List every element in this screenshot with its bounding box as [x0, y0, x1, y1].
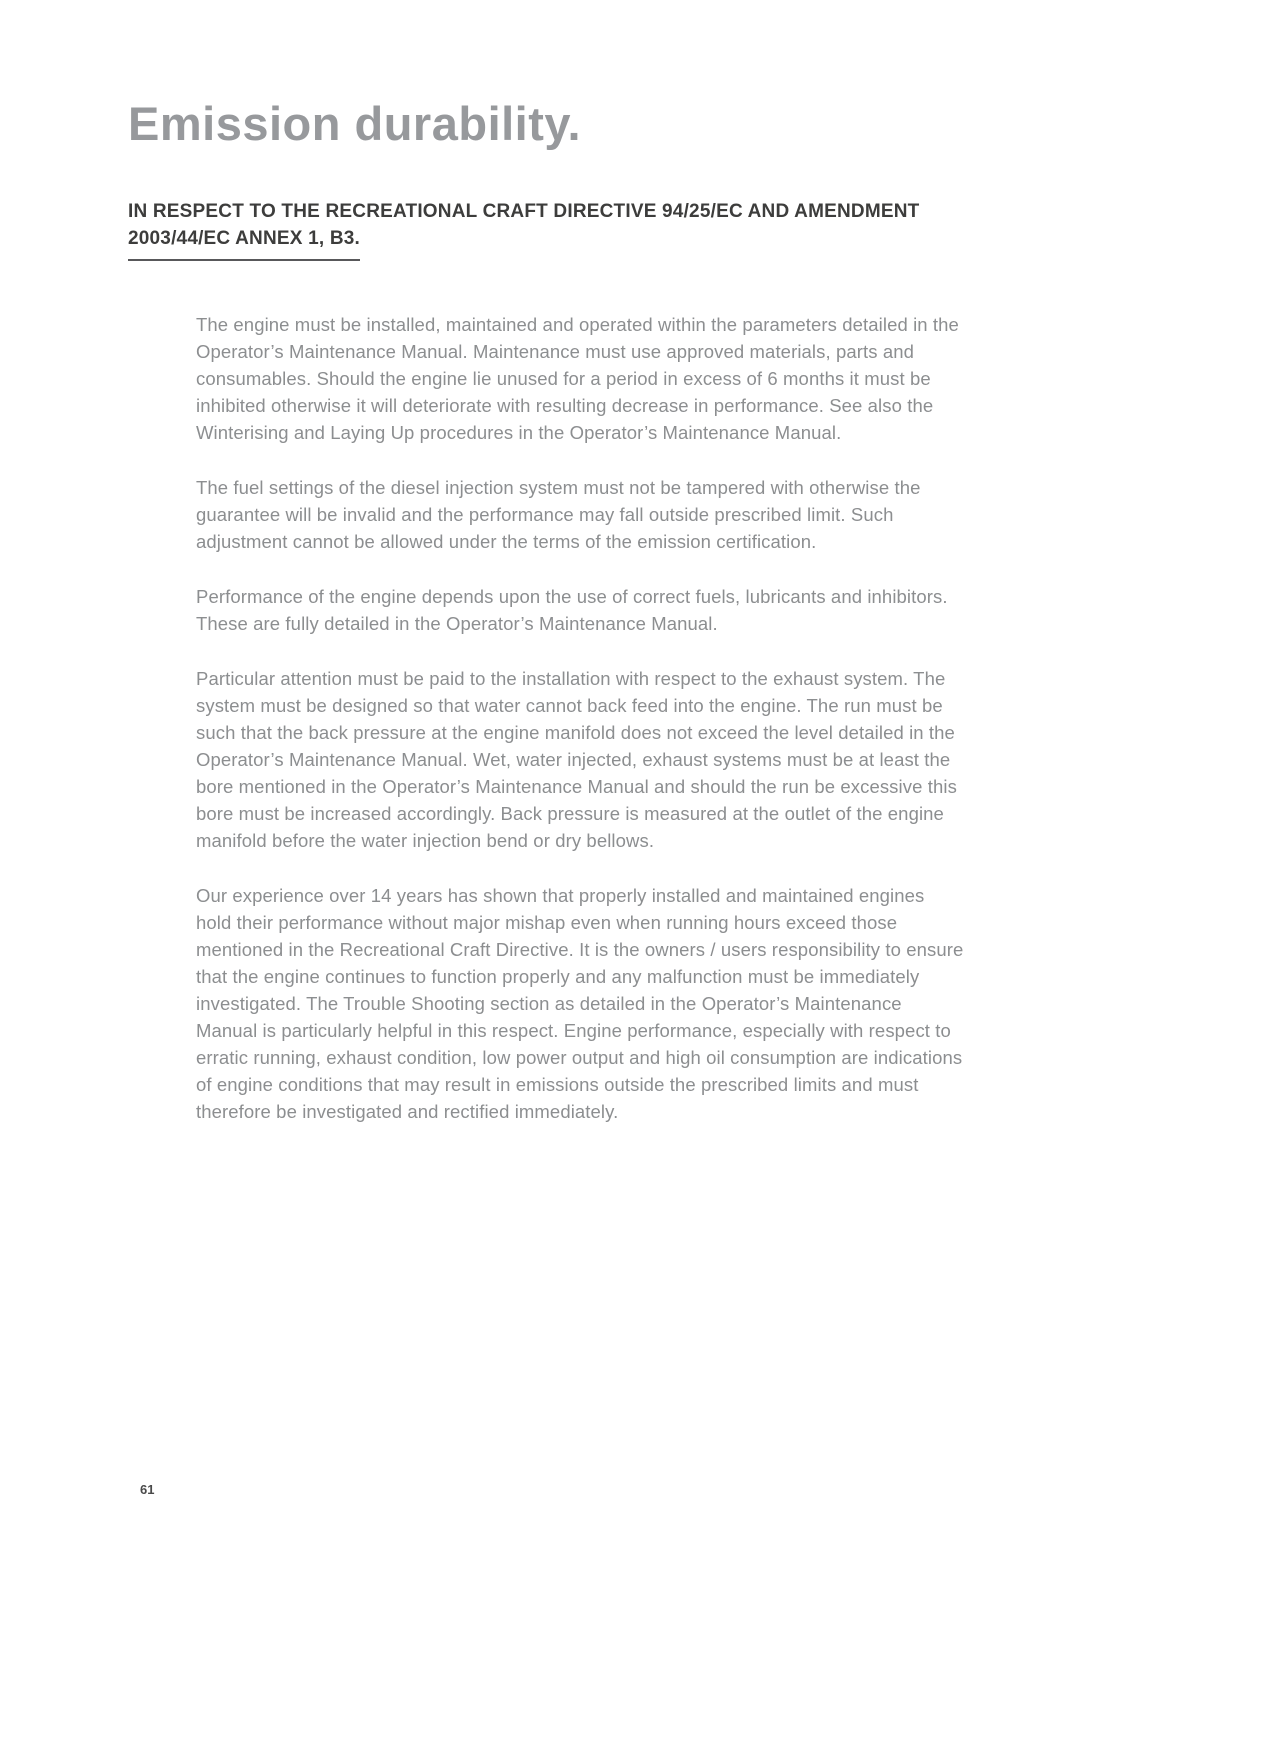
page-subtitle	[128, 198, 1028, 261]
paragraph-installation: The engine must be installed, maintained and operated within the parameters detailed in the Operator’s Maintenance Manual. Maintenance must use approved materials, parts and consumables. Should the engine lie unused for a period in excess of 6 months it must be inhibited otherwise it will deteriorate with resulting decrease in performance. See also the Winterising and Laying Up procedures in the Operator’s Maintenance Manual.	[196, 314, 959, 443]
paragraph-experience: Our experience over 14 years has shown that properly installed and maintained engines hold their performance without major mishap even when running hours exceed those mentioned in the Recreational Craft Directive. It is the owners / users responsibility to ensure that the engine continues to function properly and any malfunction must be immediately investigated. The Trouble Shooting section as detailed in the Operator’s Maintenance Manual is particularly helpful in this respect. Engine performance, especially with respect to erratic running, exhaust condition, low power output and high oil consumption are indications of engine conditions that may result in emissions outside the prescribed limits and must therefore be investigated and rectified immediately.	[196, 885, 964, 1122]
subtitle-line-2: 2003/44/EC ANNEX 1, B3.	[128, 225, 360, 261]
paragraph-fuel-settings: The fuel settings of the diesel injection system must not be tampered with otherwise the guarantee will be invalid and the performance may fall outside prescribed limit. Such adjustment cannot be allowed under the terms of the emission certification.	[196, 477, 921, 552]
paragraph-performance: Performance of the engine depends upon the use of correct fuels, lubricants and inhibitors. These are fully detailed in the Operator’s Maintenance Manual.	[196, 586, 948, 634]
paragraph-exhaust-system: Particular attention must be paid to the installation with respect to the exhaust system. The system must be designed so that water cannot back feed into the engine. The run must be such that the back pressure at the engine manifold does not exceed the level detailed in the Operator’s Maintenance Manual. Wet, water injected, exhaust systems must be at least the bore mentioned in the Operator’s Maintenance Manual and should the run be excessive this bore must be increased accordingly. Back pressure is measured at the outlet of the engine manifold before the water injection bend or dry bellows.	[196, 668, 957, 851]
page-title: Emission durability.	[128, 97, 582, 150]
body-text	[196, 311, 964, 1153]
subtitle-line-1: IN RESPECT TO THE RECREATIONAL CRAFT DIRECTIVE 94/25/EC AND AMENDMENT	[128, 201, 920, 222]
page-number: 61	[140, 1482, 155, 1497]
